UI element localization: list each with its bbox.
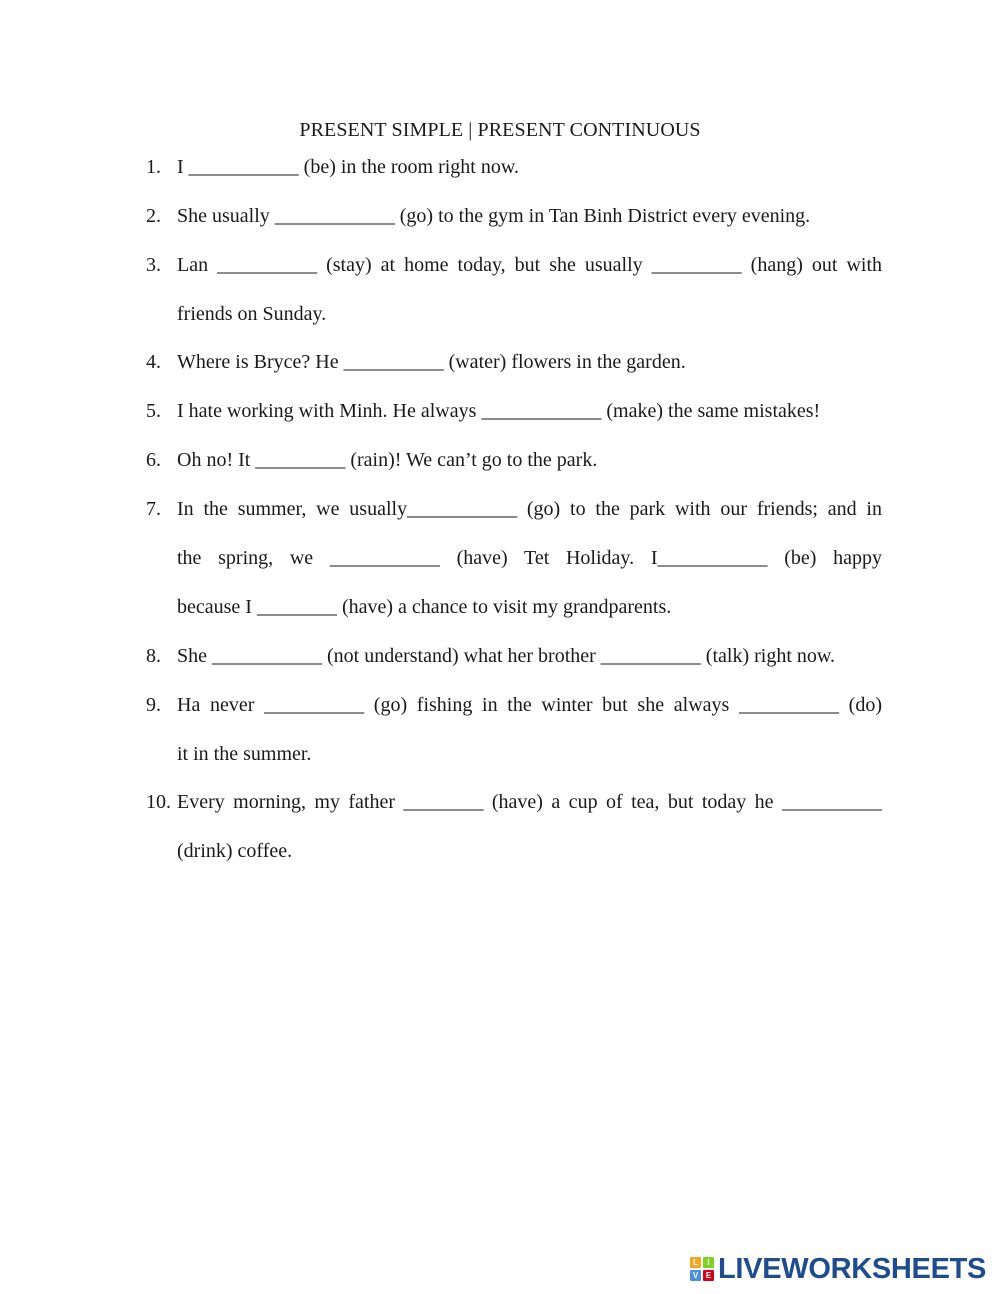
item-number: 6. <box>146 449 161 471</box>
item-line: Every morning, my father ________ (have) a cup of tea, but today he __________ <box>177 791 882 813</box>
item-line: friends on Sunday. <box>177 303 327 325</box>
item-number: 3. <box>146 254 161 276</box>
item-number: 4. <box>146 351 161 373</box>
logo-letter: L <box>690 1257 701 1268</box>
logo-text: LIVEWORKSHEETS <box>718 1253 987 1285</box>
item-line: Oh no! It _________ (rain)! We can’t go to the park. <box>177 449 598 471</box>
item-line: the spring, we ___________ (have) Tet Holiday. I___________ (be) happy <box>177 547 882 569</box>
item-line: I hate working with Minh. He always ____________ (make) the same mistakes! <box>177 400 821 422</box>
logo-icon <box>690 1257 714 1281</box>
liveworksheets-logo <box>690 1254 986 1284</box>
item-line: She ___________ (not understand) what her brother __________ (talk) right now. <box>177 645 836 667</box>
item-number: 7. <box>146 498 161 520</box>
item-line: She usually ____________ (go) to the gym in Tan Binh District every evening. <box>177 205 811 227</box>
item-line: because I ________ (have) a chance to visit my grandparents. <box>177 596 672 618</box>
item-number: 1. <box>146 156 161 178</box>
item-line: Ha never __________ (go) fishing in the winter but she always __________ (do) <box>177 694 882 716</box>
item-line: Lan __________ (stay) at home today, but she usually _________ (hang) out with <box>177 254 882 276</box>
page-title: PRESENT SIMPLE | PRESENT CONTINUOUS <box>299 119 701 141</box>
logo-letter: I <box>703 1257 714 1268</box>
item-number: 10. <box>146 791 171 813</box>
item-number: 2. <box>146 205 161 227</box>
logo-letter: V <box>690 1270 701 1281</box>
item-line: In the summer, we usually___________ (go) to the park with our friends; and in <box>177 498 882 520</box>
logo-letter: E <box>703 1270 714 1281</box>
item-line: Where is Bryce? He __________ (water) flowers in the garden. <box>177 351 686 373</box>
item-number: 9. <box>146 694 161 716</box>
item-line: I ___________ (be) in the room right now. <box>177 156 519 178</box>
item-line: it in the summer. <box>177 743 312 765</box>
item-number: 5. <box>146 400 161 422</box>
item-number: 8. <box>146 645 161 667</box>
item-line: (drink) coffee. <box>177 840 293 862</box>
